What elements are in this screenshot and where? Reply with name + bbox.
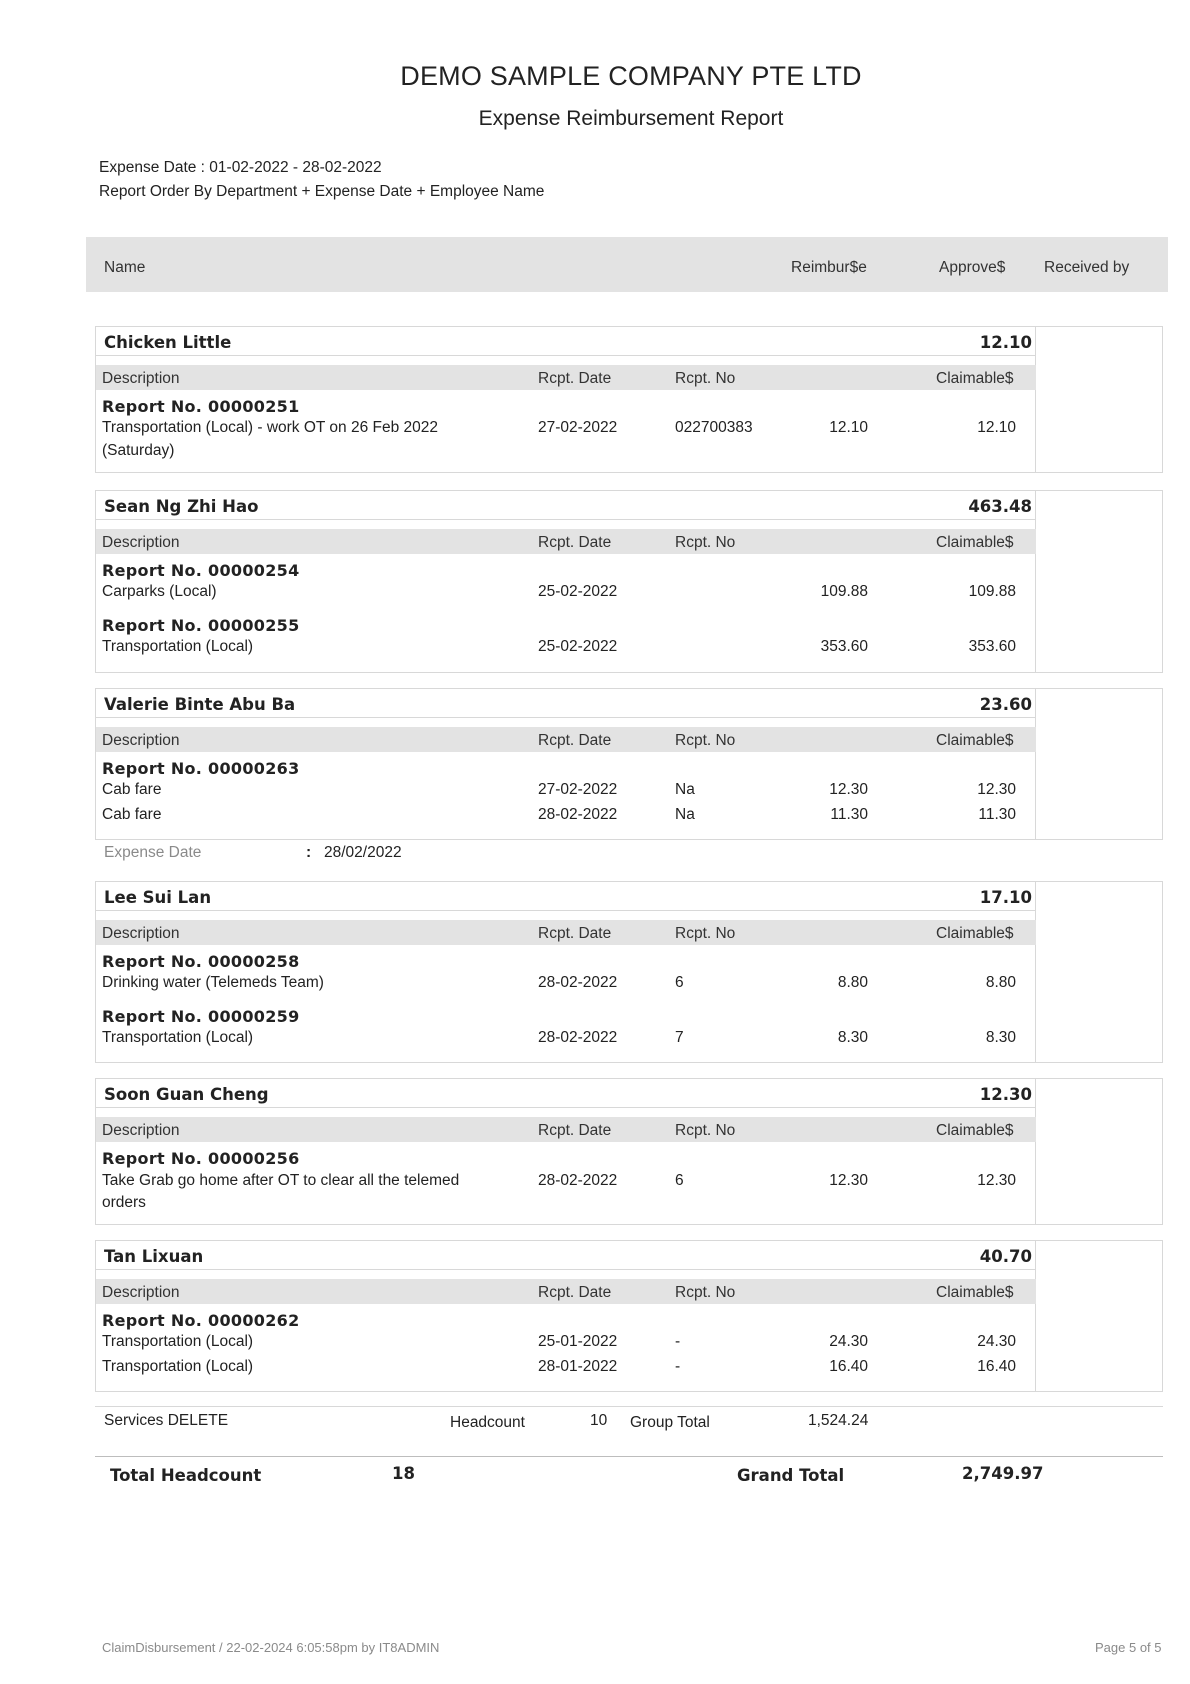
col-name: Name xyxy=(104,259,146,276)
employee-block xyxy=(95,1078,1163,1225)
employee-block xyxy=(95,881,1163,1063)
employee-name: Tan Lixuan xyxy=(104,1247,204,1266)
report-number: Report No. 00000255 xyxy=(102,616,300,635)
employee-name: Lee Sui Lan xyxy=(104,888,212,907)
line-claimable: 16.40 xyxy=(977,1358,1016,1375)
line-claimable: 8.80 xyxy=(985,974,1016,991)
sub-column-header: Description Rcpt. Date Rcpt. No Claimable$ xyxy=(96,920,1036,945)
line-receipt-date: 28-01-2022 xyxy=(538,1358,618,1375)
report-number: Report No. 00000263 xyxy=(102,759,300,778)
sub-column-header: Description Rcpt. Date Rcpt. No Claimable$ xyxy=(96,1117,1036,1142)
line-description: Carparks (Local) xyxy=(102,583,217,600)
headcount-value: 10 xyxy=(590,1412,608,1429)
line-description: Transportation (Local) xyxy=(102,1358,254,1375)
group-total-value: 1,524.24 xyxy=(808,1412,869,1429)
line-claimable: 11.30 xyxy=(978,806,1016,823)
sub-column-header: Description Rcpt. Date Rcpt. No Claimable$ xyxy=(96,1279,1036,1304)
line-receipt-date: 28-02-2022 xyxy=(538,1029,618,1046)
line-description: Transportation (Local) xyxy=(102,638,254,655)
line-receipt-no: 022700383 xyxy=(675,419,753,436)
grand-total-value: 2,749.97 xyxy=(962,1464,1044,1483)
headcount-label: Headcount xyxy=(450,1414,525,1431)
report-number: Report No. 00000254 xyxy=(102,561,300,580)
total-headcount-value: 18 xyxy=(392,1464,415,1483)
line-description: Cab fare xyxy=(102,806,162,823)
col-approve: Approve$ xyxy=(939,259,1006,276)
line-receipt-date: 25-02-2022 xyxy=(538,638,618,655)
employee-total: 23.60 xyxy=(979,695,1032,714)
line-receipt-date: 28-02-2022 xyxy=(538,974,618,991)
line-receipt-date: 28-02-2022 xyxy=(538,806,618,823)
line-reimburse: 8.80 xyxy=(837,974,868,991)
group-total-label: Group Total xyxy=(630,1414,710,1431)
line-receipt-no: 7 xyxy=(675,1029,684,1046)
employee-block xyxy=(95,490,1163,673)
line-description: Cab fare xyxy=(102,781,162,798)
report-number: Report No. 00000256 xyxy=(102,1149,300,1168)
line-reimburse: 109.88 xyxy=(820,583,868,600)
employee-block xyxy=(95,1240,1163,1392)
line-reimburse: 12.10 xyxy=(829,419,868,436)
line-receipt-no: - xyxy=(675,1333,681,1350)
line-reimburse: 12.30 xyxy=(829,1172,868,1189)
employee-name: Sean Ng Zhi Hao xyxy=(104,497,259,516)
line-description: Drinking water (Telemeds Team) xyxy=(102,974,324,991)
line-receipt-date: 28-02-2022 xyxy=(538,1172,618,1189)
line-reimburse: 16.40 xyxy=(829,1358,868,1375)
employee-name: Valerie Binte Abu Ba xyxy=(104,695,296,714)
column-header-bar xyxy=(86,237,1168,292)
company-name: DEMO SAMPLE COMPANY PTE LTD xyxy=(400,61,862,91)
department-name: Services DELETE xyxy=(104,1412,229,1429)
employee-block xyxy=(95,688,1163,840)
sub-column-header: Description Rcpt. Date Rcpt. No Claimable$ xyxy=(96,365,1036,390)
report-title: Expense Reimbursement Report xyxy=(478,107,784,130)
line-claimable: 12.10 xyxy=(977,419,1016,436)
employee-total: 40.70 xyxy=(979,1247,1032,1266)
total-headcount-label: Total Headcount xyxy=(110,1466,262,1485)
col-received-by: Received by xyxy=(1044,259,1130,276)
employee-block xyxy=(95,326,1163,473)
expense-date-label: Expense Date xyxy=(104,844,202,861)
line-receipt-date: 27-02-2022 xyxy=(538,781,618,798)
expense-date-colon: : xyxy=(306,844,312,861)
footer-generated-by: ClaimDisbursement / 22-02-2024 6:05:58pm by IT8ADMIN xyxy=(102,1640,440,1655)
line-receipt-date: 27-02-2022 xyxy=(538,419,618,436)
report-number: Report No. 00000258 xyxy=(102,952,300,971)
divider xyxy=(95,1406,1163,1407)
sub-column-header: Description Rcpt. Date Rcpt. No Claimable$ xyxy=(96,727,1036,752)
line-description: Take Grab go home after OT to clear all the telemed xyxy=(102,1172,460,1189)
sub-column-header: Description Rcpt. Date Rcpt. No Claimable$ xyxy=(96,529,1036,554)
line-receipt-no: 6 xyxy=(675,1172,684,1189)
line-reimburse: 8.30 xyxy=(837,1029,868,1046)
employee-total: 12.30 xyxy=(979,1085,1032,1104)
line-description-cont: (Saturday) xyxy=(102,442,175,459)
expense-date-range: Expense Date : 01-02-2022 - 28-02-2022 xyxy=(99,159,382,176)
line-claimable: 12.30 xyxy=(977,1172,1016,1189)
line-receipt-date: 25-01-2022 xyxy=(538,1333,618,1350)
line-description-cont: orders xyxy=(102,1194,146,1211)
report-number: Report No. 00000251 xyxy=(102,397,300,416)
col-reimburse: Reimbur$e xyxy=(791,259,867,276)
line-claimable: 8.30 xyxy=(985,1029,1016,1046)
divider xyxy=(95,1456,1163,1457)
employee-name: Soon Guan Cheng xyxy=(104,1085,269,1104)
line-receipt-date: 25-02-2022 xyxy=(538,583,618,600)
line-receipt-no: Na xyxy=(675,806,695,823)
employee-total: 12.10 xyxy=(979,333,1032,352)
line-reimburse: 12.30 xyxy=(829,781,868,798)
line-claimable: 353.60 xyxy=(968,638,1016,655)
line-claimable: 12.30 xyxy=(977,781,1016,798)
expense-date-value: 28/02/2022 xyxy=(324,844,402,861)
line-reimburse: 11.30 xyxy=(830,806,868,823)
line-receipt-no: - xyxy=(675,1358,681,1375)
line-receipt-no: Na xyxy=(675,781,695,798)
line-description: Transportation (Local) - work OT on 26 Feb 2022 xyxy=(102,419,438,436)
employee-total: 17.10 xyxy=(979,888,1032,907)
line-receipt-no: 6 xyxy=(675,974,684,991)
employee-total: 463.48 xyxy=(968,497,1032,516)
line-claimable: 109.88 xyxy=(968,583,1016,600)
line-reimburse: 24.30 xyxy=(829,1333,868,1350)
line-reimburse: 353.60 xyxy=(820,638,868,655)
line-description: Transportation (Local) xyxy=(102,1333,254,1350)
employee-name: Chicken Little xyxy=(104,333,232,352)
report-order: Report Order By Department + Expense Date + Employee Name xyxy=(99,183,545,200)
report-number: Report No. 00000262 xyxy=(102,1311,300,1330)
grand-total-label: Grand Total xyxy=(737,1466,845,1485)
line-description: Transportation (Local) xyxy=(102,1029,254,1046)
page-number: Page 5 of 5 xyxy=(1095,1640,1162,1655)
report-number: Report No. 00000259 xyxy=(102,1007,300,1026)
line-claimable: 24.30 xyxy=(977,1333,1016,1350)
